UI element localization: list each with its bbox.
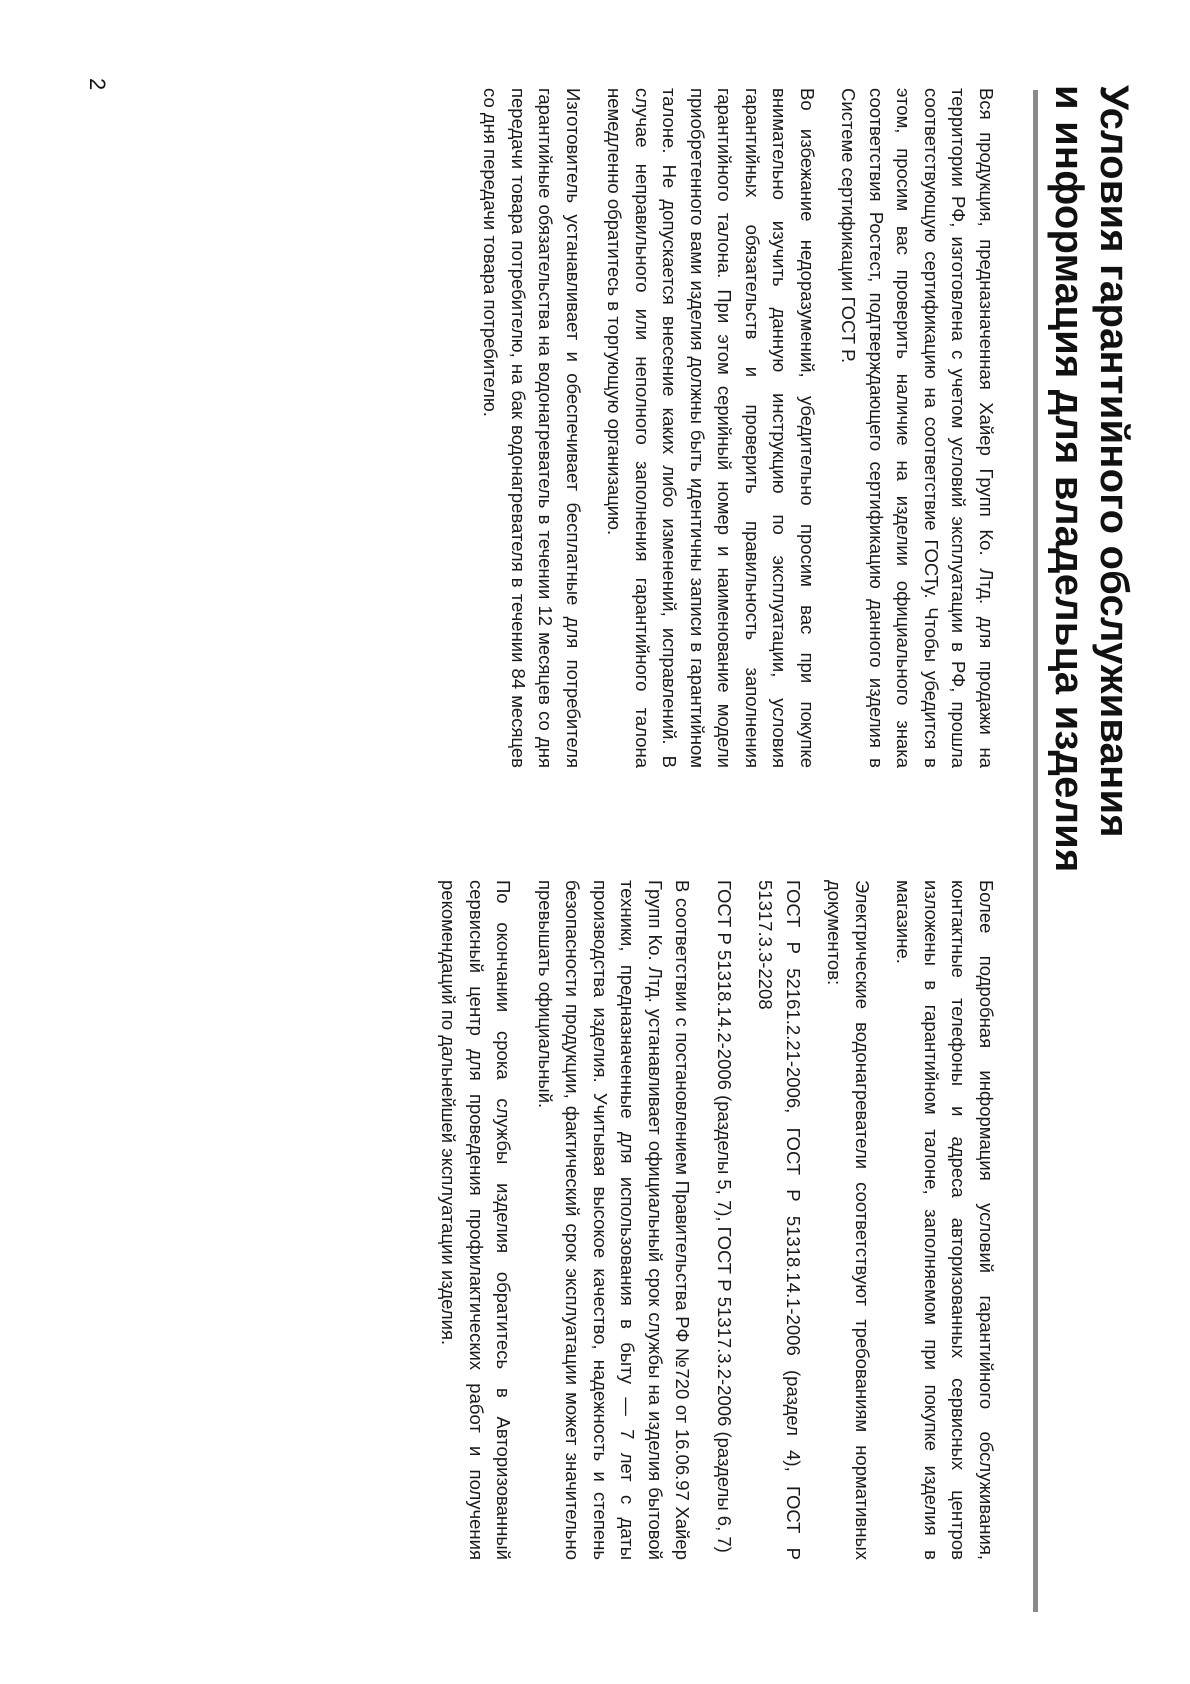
- paragraph: В соответствии с постановлением Правительства РФ №720 от 16.06.97 Хайер Групп Ко. Лтд. устанавливает официальный срок службы на изделия бытовой техники, предназначенные для использования в быту — 7 лет с даты производства изделия. Учитывая высокое качество, надежность и степень безопасности продукции, фактический срок эксплуатации может значительно превышать официальный.: [535, 880, 694, 1560]
- page-title: [1046, 85, 1136, 1625]
- right-column: [421, 880, 1000, 1560]
- paragraph: По окончании срока службы изделия обратитесь в Авторизованный сервисный центр для проведения профилактических работ и получения рекомендаций по дальнейшей эксплуатации изделия.: [438, 880, 515, 1560]
- paragraph: ГОСТ Р 51318.14.2-2006 (разделы 5, 7), ГОСТ Р 51317.3.2-2006 (разделы 6, 7): [714, 880, 735, 1553]
- paragraph: ГОСТ Р 52161.2.21-2006, ГОСТ Р 51318.14.1-2006 (раздел 4), ГОСТ Р 51317.3.3-2208: [755, 880, 804, 1560]
- page-number: 2: [85, 78, 110, 91]
- left-column: [463, 88, 1000, 768]
- paragraph: Вся продукция, предназначенная Хайер Групп Ко. Лтд. для продажи на территории РФ, изготовлена с учетом условий эксплуатации в РФ, прошла соответствующую сертификацию на соответствие ГОСТу. Чтобы убедится в этом, просим вас проверить наличие на изделии официального знака соответствия Ростест, подтверждающего сертификацию данного изделия в Системе сертификации ГОСТ Р.: [838, 88, 997, 768]
- paragraph: Изготовитель устанавливает и обеспечивает бесплатные для потребителя гарантийные обязательства на водонагреватель в течении 12 месяцев со дня передачи товара потребителю, на бак водонагревателя в течении 84 месяцев со дня передачи товара потребителю.: [480, 88, 584, 768]
- paragraph: Во избежание недоразумений, убедительно просим вас при покупке внимательно изучить данную инструкцию по эксплуатации, условия гарантийных обязательств и проверить правильность заполнения гарантийного талона. При этом серийный номер и наименование модели приобретенного вами изделия должны быть идентичны записи в гарантийном талоне. Не допускается внесение каких либо изменений, исправлений. В случае неправильного или неполного заполнения гарантийного талона немедленно обратитесь в торгующую организацию.: [604, 88, 818, 768]
- title-divider: [1033, 90, 1038, 1612]
- paragraph: Более подробная информация условий гарантийного обслуживания, контактные телефоны и адреса авторизованных сервисных центров изложены в гарантийном талоне, заполняемом при покупке изделия в магазине.: [893, 880, 997, 1560]
- paragraph: Электрические водонагреватели соответствуют требованиям нормативных документов:: [824, 880, 873, 1560]
- title-line-1: Условия гарантийного обслуживания: [1092, 85, 1136, 838]
- title-line-2: и информация для владельца изделия: [1047, 85, 1091, 873]
